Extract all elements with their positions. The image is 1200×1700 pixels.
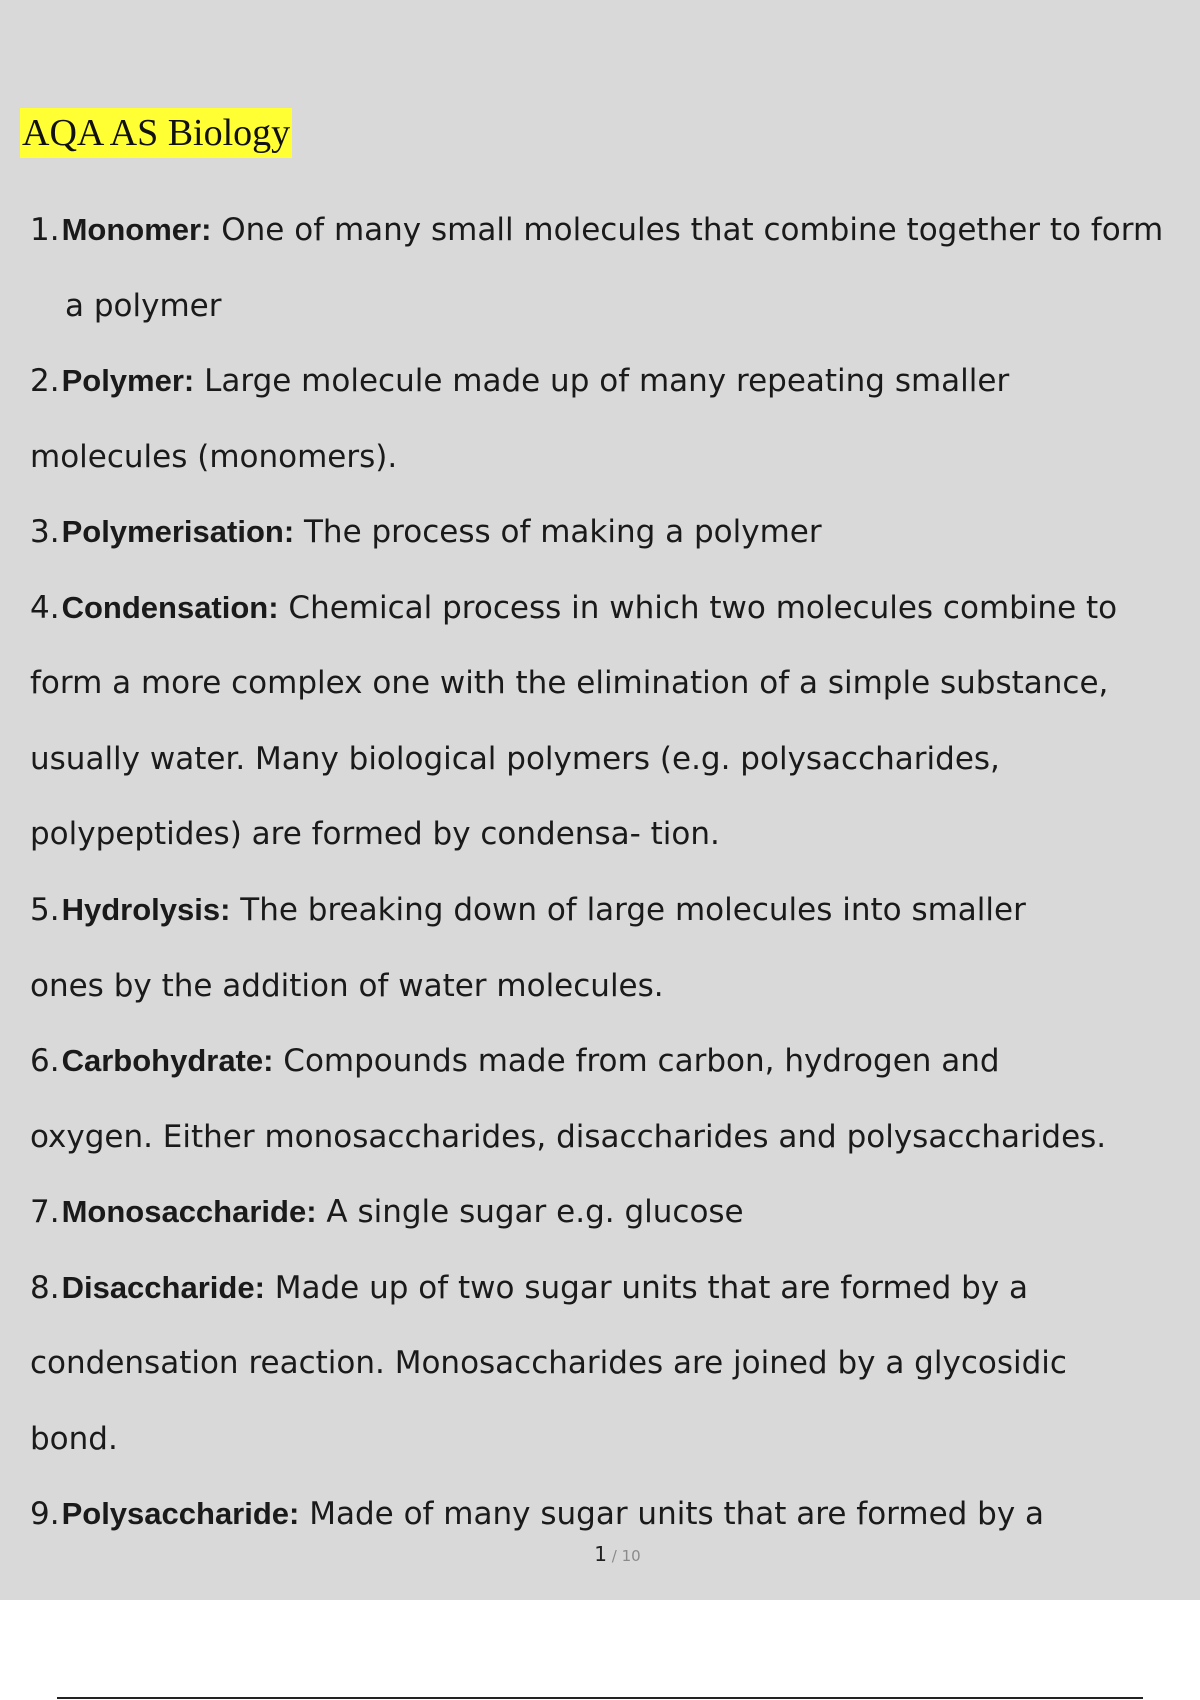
definition-term: Hydrolysis: [61, 892, 231, 927]
definition-continuation: usually water. Many biological polymers (e.g. polysaccharides, [30, 741, 1000, 777]
definition-item-condensation [30, 586, 1117, 630]
definition-text: Chemical process in which two molecules combine to [278, 590, 1118, 626]
item-number: 7. [30, 1194, 60, 1230]
definition-continuation: condensation reaction. Monosaccharides are joined by a glycosidic [30, 1345, 1067, 1381]
definition-item-hydrolysis [30, 888, 1026, 932]
definition-term: Carbohydrate: [61, 1043, 274, 1078]
item-number: 5. [30, 892, 60, 928]
definition-term: Monosaccharide: [61, 1194, 317, 1229]
definition-term: Monomer: [61, 212, 212, 247]
item-number: 8. [30, 1270, 60, 1306]
definition-item-monosaccharide [30, 1190, 744, 1234]
page-counter [0, 1542, 1200, 1566]
definition-item-carbohydrate [30, 1039, 1000, 1083]
definition-item-polysaccharide [30, 1492, 1044, 1536]
definition-item-disaccharide [30, 1266, 1028, 1310]
definition-term: Polysaccharide: [61, 1496, 300, 1531]
definition-term: Polymerisation: [61, 514, 295, 549]
total-pages: / 10 [607, 1547, 641, 1565]
definition-text: Compounds made from carbon, hydrogen and [273, 1043, 1000, 1079]
item-number: 6. [30, 1043, 60, 1079]
definition-text: One of many small molecules that combine together to form [211, 212, 1164, 248]
item-number: 1. [30, 212, 60, 248]
definition-term: Polymer: [61, 363, 195, 398]
document-title: AQA AS Biology [20, 108, 292, 158]
definition-term: Condensation: [61, 590, 279, 625]
current-page-number: 1 [594, 1542, 608, 1566]
item-number: 2. [30, 363, 60, 399]
definition-text: Made of many sugar units that are formed by a [299, 1496, 1045, 1532]
definition-continuation: polypeptides) are formed by condensa- tion. [30, 816, 720, 852]
definition-text: The process of making a polymer [294, 514, 822, 550]
definition-continuation: bond. [30, 1421, 118, 1457]
definition-item-polymerisation [30, 510, 822, 554]
definition-term: Disaccharide: [61, 1270, 265, 1305]
definition-text: The breaking down of large molecules into smaller [230, 892, 1026, 928]
definition-item-polymer [30, 359, 1009, 403]
definition-item-monomer [30, 208, 1163, 252]
item-number: 4. [30, 590, 60, 626]
item-number: 9. [30, 1496, 60, 1532]
definition-continuation: form a more complex one with the elimination of a simple substance, [30, 665, 1109, 701]
definition-text: Large molecule made up of many repeating smaller [194, 363, 1010, 399]
definition-text: A single sugar e.g. glucose [316, 1194, 744, 1230]
next-page-divider [57, 1697, 1143, 1699]
definition-continuation: molecules (monomers). [30, 439, 398, 475]
definition-continuation: a polymer [65, 288, 222, 324]
definition-text: Made up of two sugar units that are formed by a [264, 1270, 1029, 1306]
definition-continuation: ones by the addition of water molecules. [30, 968, 664, 1004]
definition-continuation: oxygen. Either monosaccharides, disaccharides and polysaccharides. [30, 1119, 1107, 1155]
item-number: 3. [30, 514, 60, 550]
